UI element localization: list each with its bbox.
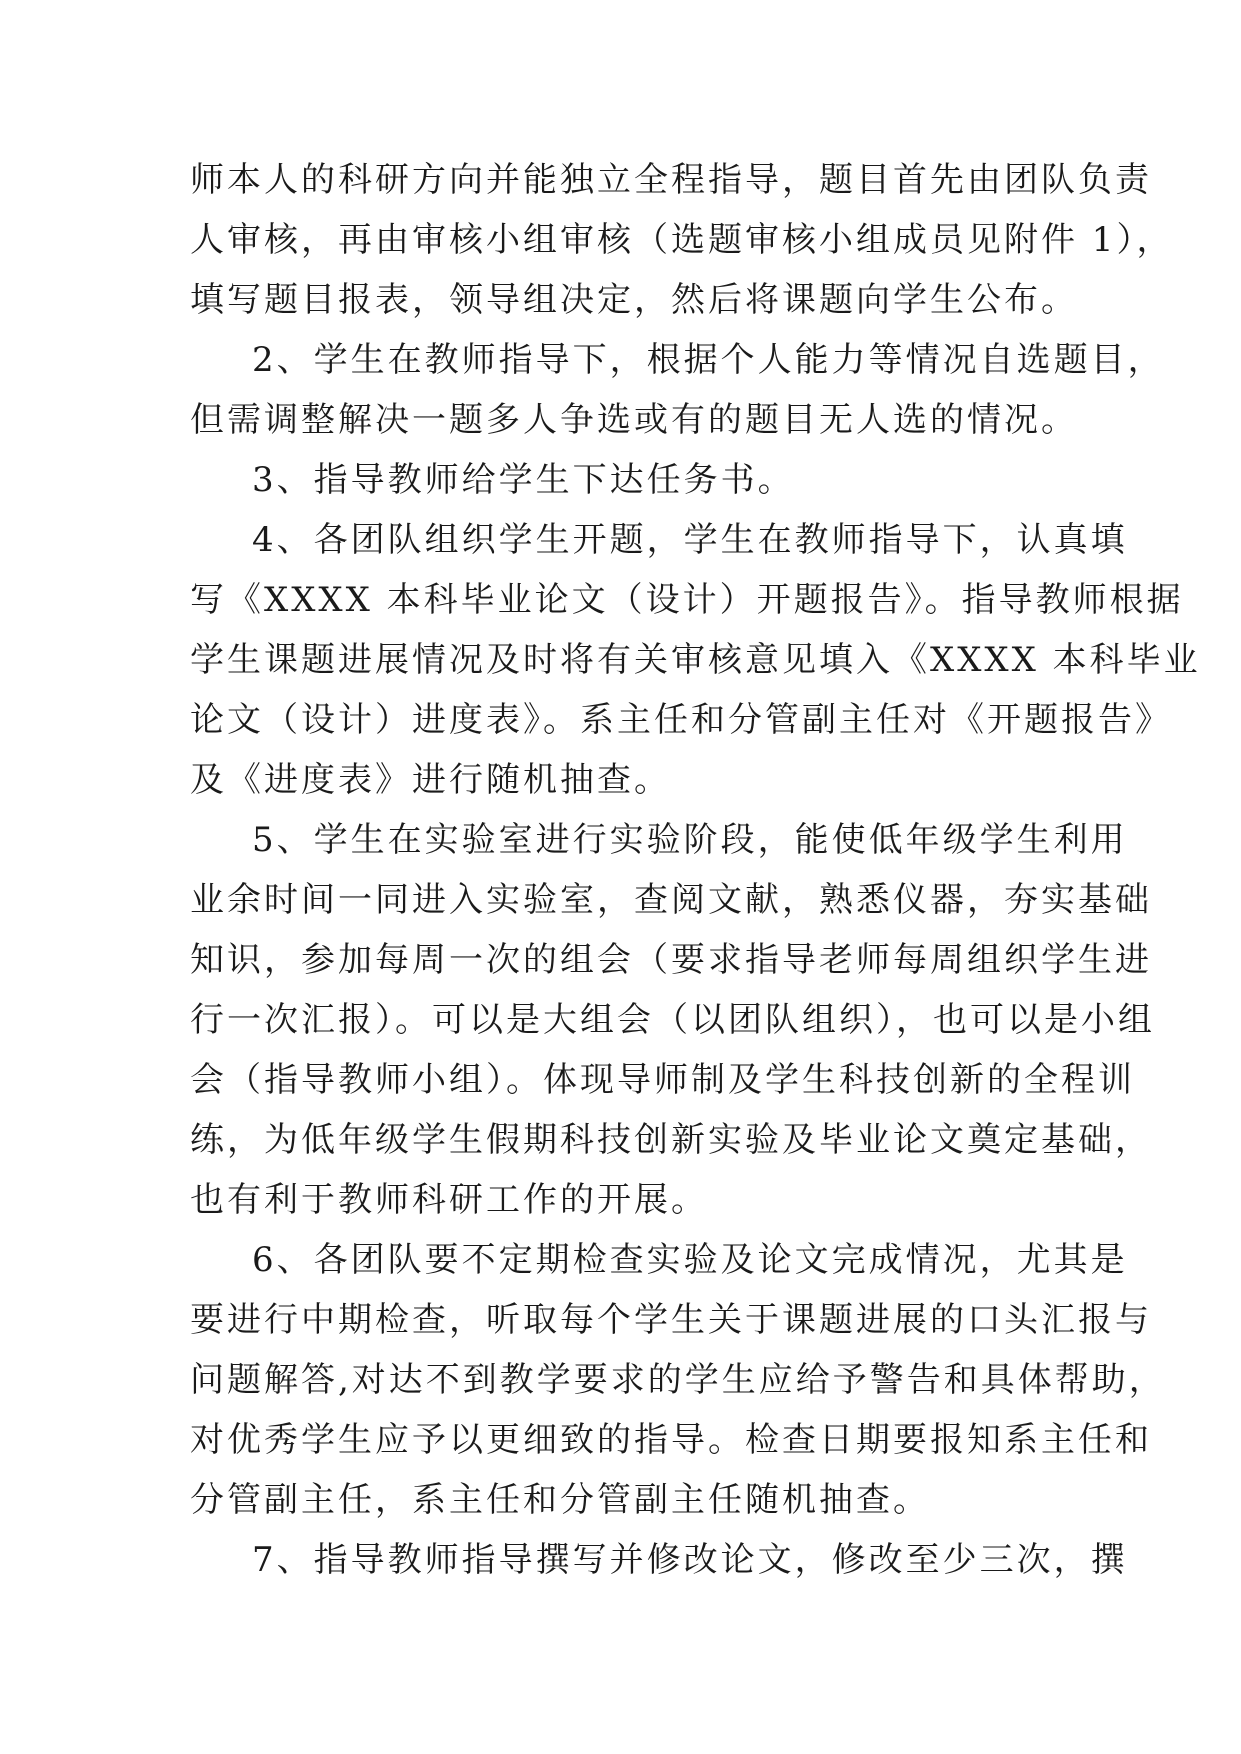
text-line: 分管副主任，系主任和分管副主任随机抽查。 <box>190 1480 930 1520</box>
text-line: 5、学生在实验室进行实验阶段，能使低年级学生利用 <box>252 820 1128 860</box>
text-line: 论文（设计）进度表》。系主任和分管副主任对《开题报告》 <box>190 700 1172 740</box>
text-line: 业余时间一同进入实验室，查阅文献，熟悉仪器，夯实基础 <box>190 880 1152 920</box>
text-line: 但需调整解决一题多人争选或有的题目无人选的情况。 <box>190 400 1078 440</box>
text-line: 也有利于教师科研工作的开展。 <box>190 1180 708 1220</box>
text-line: 知识，参加每周一次的组会（要求指导老师每周组织学生进 <box>190 940 1152 980</box>
document-body <box>190 150 1201 1590</box>
text-line: 行一次汇报）。可以是大组会（以团队组织），也可以是小组 <box>190 1000 1155 1040</box>
text-line: 写《XXXX 本科毕业论文（设计）开题报告》。指导教师根据 <box>190 580 1184 620</box>
text-line: 会（指导教师小组）。体现导师制及学生科技创新的全程训 <box>190 1060 1135 1100</box>
text-line: 及《进度表》进行随机抽查。 <box>190 760 671 800</box>
text-line: 填写题目报表，领导组决定，然后将课题向学生公布。 <box>190 280 1078 320</box>
text-line: 师本人的科研方向并能独立全程指导，题目首先由团队负责 <box>190 160 1152 200</box>
text-line: 2、学生在教师指导下，根据个人能力等情况自选题目， <box>252 340 1165 380</box>
text-line: 学生课题进展情况及时将有关审核意见填入《XXXX 本科毕业 <box>190 640 1201 680</box>
text-line: 人审核，再由审核小组审核（选题审核小组成员见附件 1）， <box>190 220 1174 260</box>
text-line: 要进行中期检查，听取每个学生关于课题进展的口头汇报与 <box>190 1300 1152 1340</box>
text-line: 问题解答,对达不到教学要求的学生应给予警告和具体帮助， <box>190 1360 1166 1400</box>
text-line: 4、各团队组织学生开题，学生在教师指导下，认真填 <box>252 520 1128 560</box>
text-line: 3、指导教师给学生下达任务书。 <box>252 460 795 500</box>
text-line: 练，为低年级学生假期科技创新实验及毕业论文奠定基础， <box>190 1120 1152 1160</box>
text-line: 7、指导教师指导撰写并修改论文，修改至少三次，撰 <box>252 1540 1128 1580</box>
text-line: 6、各团队要不定期检查实验及论文完成情况，尤其是 <box>252 1240 1128 1280</box>
text-line: 对优秀学生应予以更细致的指导。检查日期要报知系主任和 <box>190 1420 1152 1460</box>
